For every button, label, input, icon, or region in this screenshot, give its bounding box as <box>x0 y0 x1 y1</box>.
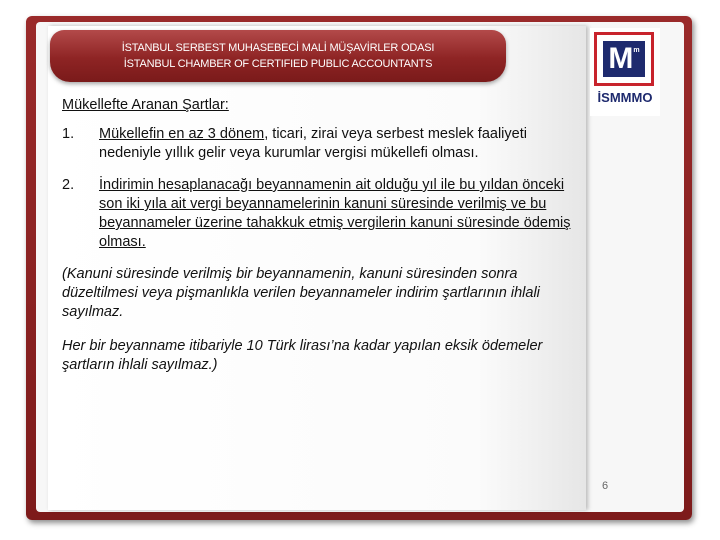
list-item-rest: , ticari, zirai veya serbest meslek faaliyeti nedeniyle yıllık gelir veya kurumlar vergisi mükellefi olması. <box>99 126 527 161</box>
note-paragraph: Her bir beyanname itibariyle 10 Türk lirası’na kadar yapılan eksik ödemeler şartların ihlali sayılmaz.) <box>62 338 543 373</box>
list-item-text <box>99 125 582 163</box>
list-item-emphasis: İndirimin hesaplanacağı beyannamenin ait olduğu yıl ile bu yıldan önceki son iki yıla ait vergi beyannamelerinin kanuni süresinde verilmiş ve bu beyannameler üzerine tahakkuk etmiş vergilerin kanuni süresinde ödemiş olması. <box>99 177 571 250</box>
list-item-text <box>99 176 582 252</box>
header-title-en: İSTANBUL CHAMBER OF CERTIFIED PUBLIC ACCOUNTANTS <box>123 58 433 70</box>
note-paragraph: (Kanuni süresinde verilmiş bir beyannamenin, kanuni süresinden sonra düzeltilmesi veya pişmanlıkla verilen beyannameler indirim şartlarının ihlali sayılmaz. <box>62 266 540 320</box>
logo-letter: M <box>608 42 634 75</box>
list-item <box>62 125 582 163</box>
logo-frame <box>594 32 654 86</box>
header-banner <box>50 30 506 82</box>
section-title: Mükellefte Aranan Şartlar: <box>62 97 229 113</box>
list-item-emphasis: Mükellefin en az 3 dönem <box>99 126 265 142</box>
header-title-tr: İSTANBUL SERBEST MUHASEBECİ MALİ MÜŞAVİRLER ODASI <box>121 42 435 54</box>
logo-text: İSMMMO <box>597 90 653 105</box>
ismmmo-logo <box>590 28 660 116</box>
slide-content <box>62 96 582 390</box>
logo-mark: m <box>633 47 640 54</box>
list-item-number: 2. <box>62 177 75 193</box>
page-number: 6 <box>602 480 609 492</box>
logo-m-icon <box>603 41 645 77</box>
note-block <box>62 265 582 375</box>
list-item-number: 1. <box>62 126 75 142</box>
list-item <box>62 176 582 252</box>
